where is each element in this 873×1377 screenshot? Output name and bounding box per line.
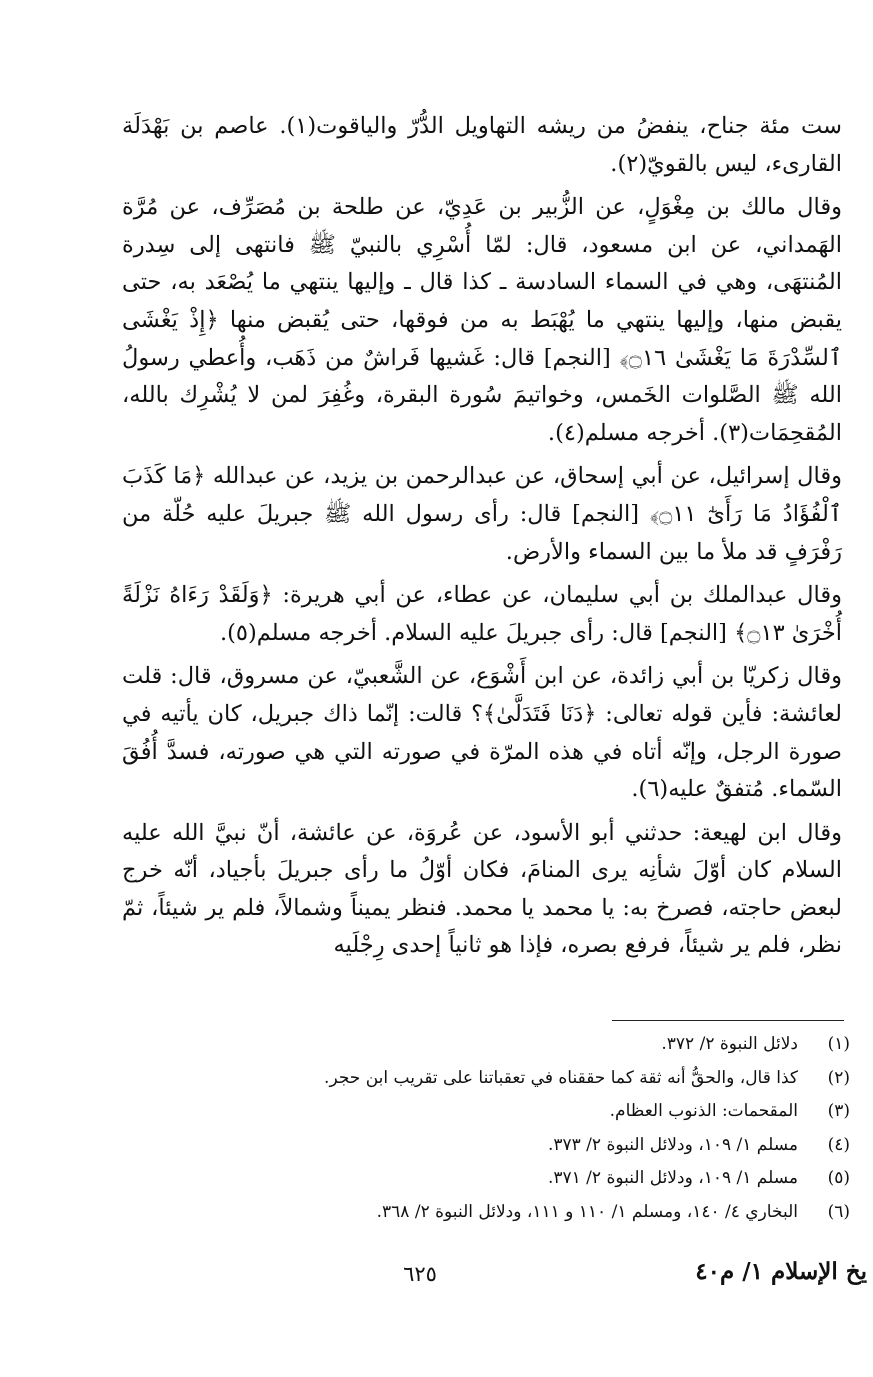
paragraph: وقال مالك بن مِغْوَلٍ، عن الزُّبير بن عَدِيّ، عن طلحة بن مُصَرِّف، عن مُرَّة الهَمداني، عن ابن مسعود، قال: لمّا أُسْرِي بالنبيّ ﷺ فانتهى إلى سِدرة المُنتهَى، وهي في السماء السادسة ـ كذا قال ـ وإليها ينتهي ما يُصْعَد به، حتى يقبض منها، وإليها ينتهي ما يُهْبَط به من فوقها، حتى يُقبض منها ﴿إِذْ يَغْشَى ٱلسِّدْرَةَ مَا يَغْشَىٰ ۝١٦﴾ [النجم] قال: غَشيها فَراشٌ من ذَهَب، وأُعطي رسولُ الله ﷺ الصَّلوات الخَمس، وخواتيمَ سُورة البقرة، وغُفِرَ لمن لا يُشْرِك بالله، المُقحِمَات(٣). أخرجه مسلم(٤). bbox=[122, 194, 842, 446]
footnote-number: (٤) bbox=[827, 1134, 850, 1155]
footnote-number: (٥) bbox=[827, 1168, 850, 1189]
footnote bbox=[140, 1062, 850, 1096]
paragraph: وقال عبدالملك بن أبي سليمان، عن عطاء، عن أبي هريرة: ﴿وَلَقَدْ رَءَاهُ نَزْلَةً أُخْرَىٰ ۝١٣﴾ [النجم] قال: رأى جبريلَ عليه السلام. أخرجه مسلم(٥). bbox=[122, 582, 842, 646]
footnote-number: (١) bbox=[827, 1034, 850, 1054]
footnote bbox=[140, 1196, 850, 1230]
footnote-text: دلائل النبوة ٢/ ٣٧٢. bbox=[661, 1034, 798, 1054]
footnote bbox=[140, 1095, 850, 1129]
footnote-separator bbox=[612, 1020, 844, 1021]
footnote-text: مسلم ١/ ١٠٩، ودلائل النبوة ٢/ ٣٧٣. bbox=[547, 1134, 798, 1155]
paragraph: وقال إسرائيل، عن أبي إسحاق، عن عبدالرحمن بن يزيد، عن عبدالله ﴿مَا كَذَبَ ٱلْفُؤَادُ مَا رَأَىٰٓ ۝١١﴾ [النجم] قال: رأى رسول الله ﷺ جبريلَ عليه حُلّة من رَفْرَفٍ قد ملأ ما بين السماء والأرض. bbox=[122, 463, 842, 565]
running-footer: يخ الإسلام ١/ م٤٠ bbox=[695, 1258, 867, 1285]
footnote-text: مسلم ١/ ١٠٩، ودلائل النبوة ٢/ ٣٧١. bbox=[547, 1168, 798, 1189]
footnote bbox=[140, 1129, 850, 1163]
footnote-number: (٢) bbox=[827, 1067, 850, 1088]
footnote-text: المقحمات: الذنوب العظام. bbox=[609, 1101, 798, 1122]
footnote-text: البخاري ٤/ ١٤٠، ومسلم ١/ ١١٠ و ١١١، ودلائل النبوة ٢/ ٣٦٨. bbox=[376, 1201, 798, 1222]
footnote-number: (٦) bbox=[827, 1201, 850, 1222]
footnote-number: (٣) bbox=[827, 1101, 850, 1122]
paragraph: وقال زكريّا بن أبي زائدة، عن ابن أَشْوَع، عن الشَّعبيّ، عن مسروق، قال: قلت لعائشة: فأين قوله تعالى: ﴿دَنَا فَتَدَلَّىٰ﴾؟ قالت: إنّما ذاك جبريل، كان يأتيه في صورة الرجل، وإنّه أتاه في هذه المرّة في صورته التي هي صورته، فسدَّ أُفُقَ السّماء. مُتفقٌ عليه(٦). bbox=[122, 663, 842, 803]
footnote bbox=[140, 1162, 850, 1196]
main-text bbox=[122, 108, 842, 965]
page-number: ٦٢٥ bbox=[403, 1262, 437, 1286]
footnote bbox=[140, 1028, 850, 1062]
footnotes bbox=[140, 1028, 850, 1230]
paragraph: ست مئة جناح، ينفضُ من ريشه التهاويل الدُّرّ والياقوت(١). عاصم بن بَهْدَلَة القارىء، ليس بالقويّ(٢). bbox=[122, 113, 842, 177]
footnote-text: كذا قال، والحقُّ أنه ثقة كما حققناه في تعقباتنا على تقريب ابن حجر. bbox=[324, 1067, 798, 1088]
paragraph: وقال ابن لهيعة: حدثني أبو الأسود، عن عُروَة، عن عائشة، أنّ نبيَّ الله عليه السلام كان أوّلَ شأنِه يرى المنامَ، فكان أوّلُ ما رأى جبريلَ بأجياد، أنّه خرج لبعض حاجته، فصرخ به: يا محمد يا محمد. فنظر يميناً وشمالاً، فلم ير شيئاً، ثمّ نظر، فلم ير شيئاً، فرفع بصره، فإذا هو ثانياً إحدى رِجْلَيه bbox=[122, 819, 842, 959]
